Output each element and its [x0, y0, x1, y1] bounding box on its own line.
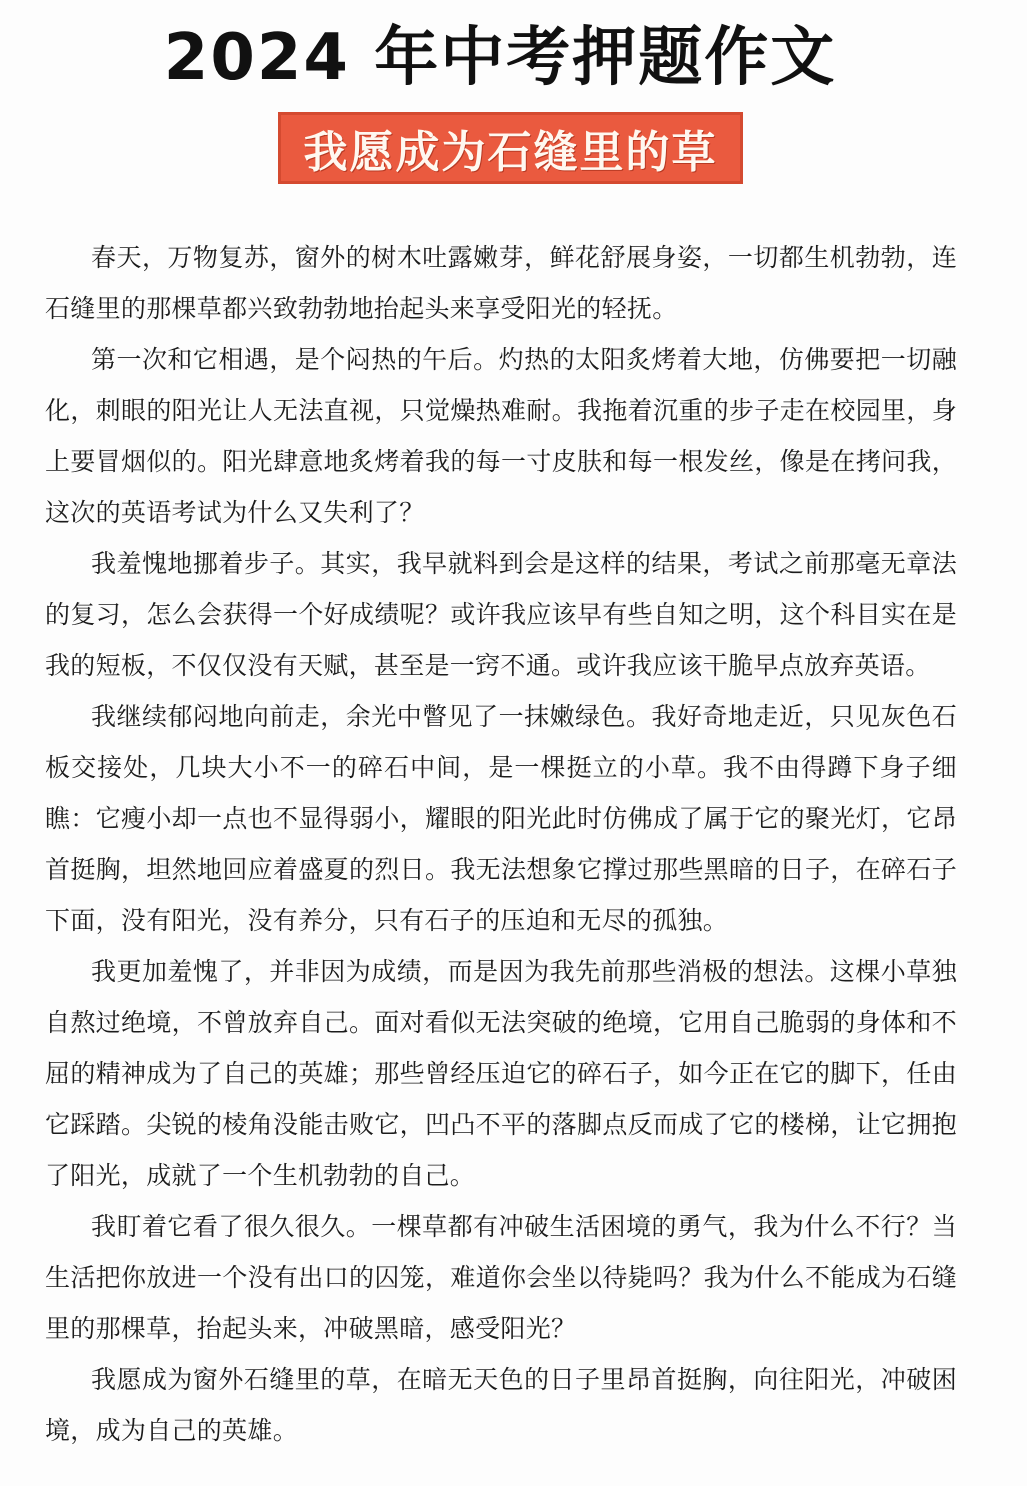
paragraph-3: 我羞愧地挪着步子。其实，我早就料到会是这样的结果，考试之前那毫无章法的复习，怎么会获得一个好成绩呢？或许我应该早有些自知之明，这个科目实在是我的短板，不仅仅没有天赋，甚至是一窍不通。或许我应该干脆早点放弃英语。	[45, 549, 957, 680]
paragraph-4: 我继续郁闷地向前走，余光中瞥见了一抹嫩绿色。我好奇地走近，只见灰色石板交接处，几块大小不一的碎石中间，是一棵挺立的小草。我不由得蹲下身子细瞧：它瘦小却一点也不显得弱小，耀眼的阳光此时仿佛成了属于它的聚光灯，它昂首挺胸，坦然地回应着盛夏的烈日。我无法想象它撑过那些黑暗的日子，在碎石子下面，没有阳光，没有养分，只有石子的压迫和无尽的孤独。	[45, 702, 957, 935]
paragraph-6: 我盯着它看了很久很久。一棵草都有冲破生活困境的勇气，我为什么不行？当生活把你放进一个没有出口的囚笼，难道你会坐以待毙吗？我为什么不能成为石缝里的那棵草，抬起头来，冲破黑暗，感受阳光？	[45, 1212, 957, 1343]
paragraph-7: 我愿成为窗外石缝里的草，在暗无天色的日子里昂首挺胸，向往阳光，冲破困境，成为自己的英雄。	[45, 1365, 957, 1445]
paragraph-1: 春天，万物复苏，窗外的树木吐露嫩芽，鲜花舒展身姿，一切都生机勃勃，连石缝里的那棵草都兴致勃勃地抬起头来享受阳光的轻抚。	[45, 243, 957, 323]
paragraph-2: 第一次和它相遇，是个闷热的午后。灼热的太阳炙烤着大地，仿佛要把一切融化，刺眼的阳光让人无法直视，只觉燥热难耐。我拖着沉重的步子走在校园里，身上要冒烟似的。阳光肆意地炙烤着我的每一寸皮肤和每一根发丝，像是在拷问我，这次的英语考试为什么又失利了？	[45, 345, 957, 527]
essay-title: 我愿成为石缝里的草	[303, 127, 718, 178]
essay-body	[45, 232, 957, 1456]
paragraph-5: 我更加羞愧了，并非因为成绩，而是因为我先前那些消极的想法。这棵小草独自熬过绝境，不曾放弃自己。面对看似无法突破的绝境，它用自己脆弱的身体和不屈的精神成为了自己的英雄；那些曾经压迫它的碎石子，如今正在它的脚下，任由它踩踏。尖锐的棱角没能击败它，凹凸不平的落脚点反而成了它的楼梯，让它拥抱了阳光，成就了一个生机勃勃的自己。	[45, 957, 957, 1190]
subtitle-banner	[278, 112, 743, 184]
page-title: 2024 年中考押题作文	[163, 21, 837, 95]
